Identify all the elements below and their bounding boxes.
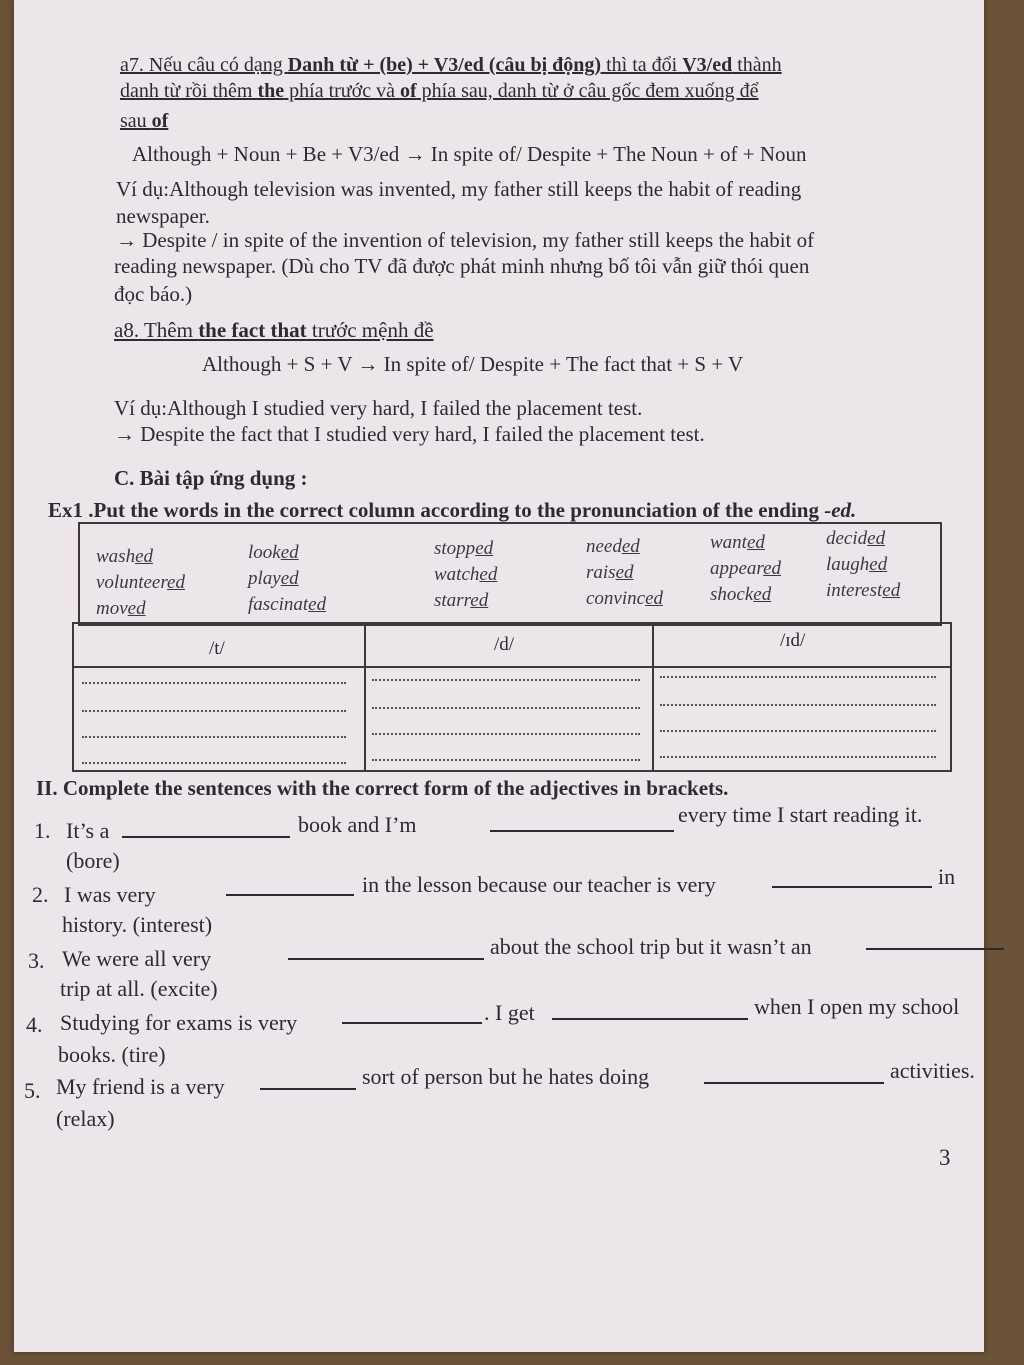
a7-heading-bold: V3/ed	[682, 54, 733, 76]
q1-text: book and I’m	[298, 812, 417, 837]
answer-line[interactable]	[372, 759, 640, 761]
ex1-title-text: Ex1 .Put the words in the correct column according to the pronunciation of the ending	[48, 498, 825, 522]
word-stem: play	[248, 568, 281, 589]
a7-text: danh từ rồi thêm	[120, 80, 258, 102]
a7-text: phía trước và	[284, 80, 400, 102]
word-ending: ed	[479, 564, 498, 585]
word-bank-item	[248, 542, 299, 564]
q3-blank-2[interactable]	[866, 930, 1004, 950]
word-stem: fascinat	[248, 594, 309, 615]
a8-heading	[114, 318, 434, 343]
word-bank-item	[710, 584, 771, 606]
q5-hint: (relax)	[56, 1106, 115, 1131]
a7-heading-part: a7. Nếu câu có dạng	[120, 54, 288, 76]
a7-heading-bold: Danh từ + (be) + V3/ed (câu bị động)	[287, 54, 602, 76]
word-ending: ed	[621, 536, 640, 557]
column-header-d: /d/	[494, 634, 515, 655]
word-bank-item	[248, 568, 299, 590]
word-ending: ed	[746, 532, 765, 553]
word-bank-item	[826, 554, 887, 576]
answer-line[interactable]	[372, 733, 640, 735]
q4-blank-2[interactable]	[552, 1000, 748, 1020]
word-bank-item	[96, 546, 153, 568]
q1-number: 1.	[34, 818, 51, 843]
q3-text: We were all very	[62, 946, 212, 971]
word-stem: shock	[710, 584, 754, 605]
q4-hint: books. (tire)	[58, 1042, 166, 1067]
word-ending: ed	[280, 568, 299, 589]
page-number: 3	[939, 1145, 951, 1170]
q4-text: when I open my school	[754, 994, 960, 1019]
q5-text: My friend is a very	[56, 1074, 225, 1099]
q2-hint: history. (interest)	[62, 912, 213, 937]
a7-heading-line3	[120, 110, 168, 133]
q4-number: 4.	[26, 1012, 43, 1037]
word-ending: ed	[615, 562, 634, 583]
word-bank-item	[434, 590, 488, 612]
q5-number: 5.	[24, 1078, 41, 1103]
word-stem: appear	[710, 558, 764, 579]
pronunciation-table	[72, 622, 952, 772]
word-stem: need	[586, 536, 622, 557]
a7-example: Ví dụ:Although television was invented, my father still keeps the habit of reading	[116, 177, 802, 201]
q2-blank-2[interactable]	[772, 868, 932, 888]
q5-blank-1[interactable]	[260, 1070, 356, 1090]
word-ending: ed	[127, 598, 146, 619]
ex1-title	[48, 498, 856, 523]
a8-example: → Despite the fact that I studied very hard, I failed the placement test.	[114, 422, 705, 446]
answer-line[interactable]	[372, 707, 640, 709]
a7-example: reading newspaper. (Dù cho TV đã được phát minh nhưng bố tôi vẫn giữ thói quen	[114, 254, 810, 278]
answer-line[interactable]	[82, 736, 346, 738]
a7-heading-part: thì ta đổi	[601, 54, 683, 76]
word-ending: ed	[308, 594, 327, 615]
q3-text: about the school trip but it wasn’t an	[490, 934, 812, 959]
q3-blank-1[interactable]	[288, 940, 484, 960]
a7-bold: the	[257, 80, 285, 102]
word-bank	[78, 522, 942, 626]
a8-example: Ví dụ:Although I studied very hard, I failed the placement test.	[114, 396, 643, 420]
section-c-title: C. Bài tập ứng dụng :	[114, 466, 308, 490]
answer-line[interactable]	[660, 704, 936, 706]
column-header-t: /t/	[209, 638, 225, 659]
a7-bold: of	[399, 80, 417, 102]
word-stem: watch	[434, 564, 480, 585]
q1-text: It’s a	[66, 818, 110, 843]
q3-hint: trip at all. (excite)	[60, 976, 218, 1001]
word-stem: decid	[826, 528, 868, 549]
a8-formula: Although + S + V → In spite of/ Despite + The fact that + S + V	[202, 352, 744, 376]
q4-text: . I get	[484, 1000, 535, 1025]
worksheet-page	[14, 0, 984, 1352]
q5-text: activities.	[890, 1058, 975, 1083]
word-stem: laugh	[826, 554, 870, 575]
word-ending: ed	[869, 554, 888, 575]
word-stem: rais	[586, 562, 616, 583]
q1-text: every time I start reading it.	[678, 802, 923, 827]
q3-number: 3.	[28, 948, 45, 973]
ex1-title-ed: -ed.	[824, 498, 857, 522]
q5-text: sort of person but he hates doing	[362, 1064, 650, 1089]
word-ending: ed	[167, 572, 185, 593]
word-bank-item	[710, 532, 765, 554]
word-ending: ed	[475, 538, 494, 559]
word-ending: ed	[280, 542, 299, 563]
word-stem: volunteer	[96, 572, 168, 593]
a8-text: a8. Thêm	[114, 318, 199, 342]
a7-heading-part: thành	[732, 54, 782, 76]
answer-line[interactable]	[82, 762, 346, 764]
word-ending: ed	[882, 580, 901, 601]
q4-text: Studying for exams is very	[60, 1010, 298, 1035]
q2-text: in the lesson because our teacher is very	[362, 872, 716, 897]
a7-text: sau	[120, 110, 152, 132]
answer-line[interactable]	[660, 730, 936, 732]
word-stem: starr	[434, 590, 471, 611]
word-bank-item	[586, 536, 640, 558]
word-bank-item	[434, 538, 493, 560]
word-bank-item	[586, 562, 634, 584]
word-stem: stopp	[434, 538, 476, 559]
word-bank-item	[586, 588, 663, 610]
word-stem: convinc	[586, 588, 646, 609]
column-header-id: /ɪd/	[780, 630, 806, 651]
part2-title: II. Complete the sentences with the correct form of the adjectives in brackets.	[36, 776, 729, 800]
a7-example: → Despite / in spite of the invention of television, my father still keeps the habit of	[116, 228, 815, 252]
q1-hint: (bore)	[66, 848, 120, 873]
word-bank-item	[96, 598, 146, 620]
q5-blank-2[interactable]	[704, 1064, 884, 1084]
word-stem: want	[710, 532, 747, 553]
a7-example: đọc báo.)	[114, 282, 193, 306]
q2-text: in	[938, 864, 956, 889]
word-ending: ed	[470, 590, 489, 611]
q2-blank-1[interactable]	[226, 876, 354, 896]
answer-line[interactable]	[660, 756, 936, 758]
answer-line[interactable]	[82, 710, 346, 712]
word-stem: wash	[96, 546, 136, 567]
word-stem: interest	[826, 580, 883, 601]
answer-line[interactable]	[372, 679, 640, 681]
word-bank-item	[434, 564, 497, 586]
a7-example: newspaper.	[116, 204, 210, 228]
q2-number: 2.	[32, 882, 49, 907]
answer-line[interactable]	[82, 682, 346, 684]
a7-heading-line2	[120, 80, 759, 103]
a7-bold: of	[151, 110, 169, 132]
a8-text: trước mệnh đề	[306, 318, 434, 342]
word-bank-item	[710, 558, 781, 580]
word-bank-item	[96, 572, 185, 594]
a7-text: phía sau, danh từ ở câu gốc đem xuống để	[416, 80, 759, 102]
word-bank-item	[248, 594, 326, 616]
a7-formula: Although + Noun + Be + V3/ed → In spite of/ Despite + The Noun + of + Noun	[132, 142, 807, 166]
word-ending: ed	[753, 584, 772, 605]
word-bank-item	[826, 528, 885, 550]
q1-blank-2[interactable]	[490, 812, 674, 832]
word-ending: ed	[645, 588, 664, 609]
q1-blank-1[interactable]	[122, 818, 290, 838]
a8-bold: the fact that	[198, 318, 307, 342]
q2-text: I was very	[64, 882, 156, 907]
answer-line[interactable]	[660, 676, 936, 678]
word-stem: mov	[96, 598, 128, 619]
word-ending: ed	[763, 558, 782, 579]
word-stem: look	[248, 542, 281, 563]
a7-heading	[120, 54, 782, 77]
word-ending: ed	[867, 528, 886, 549]
word-bank-item	[826, 580, 900, 602]
word-ending: ed	[135, 546, 154, 567]
q4-blank-1[interactable]	[342, 1004, 482, 1024]
